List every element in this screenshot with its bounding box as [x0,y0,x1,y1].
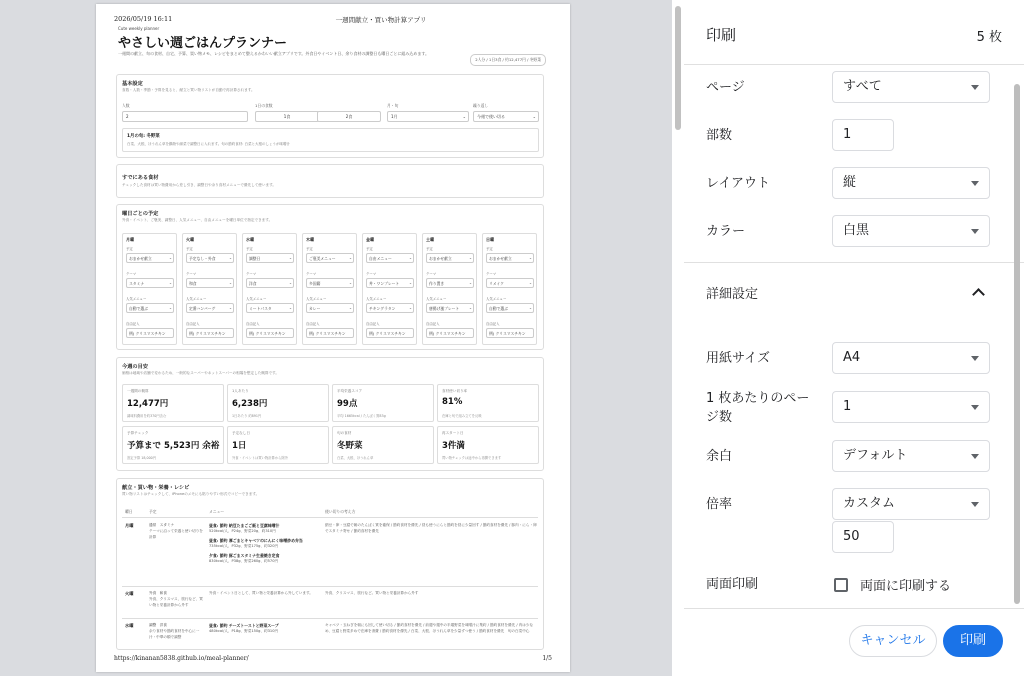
menu-info: 735kcal/人、P32g、野菜175g、約320円 [209,544,279,548]
chevron-down-icon: ⌄ [532,114,536,119]
day-free-select [486,328,534,338]
row-plan-note: 外食、クリスマス、旅行など、買い物と栄養計算から外す [149,597,203,607]
chevron-down-icon: ⌄ [468,306,472,310]
day-plan-select [126,253,174,263]
chevron-down-icon: ⌄ [168,306,172,310]
goals-title: 今週の目安 [122,364,148,370]
menu-info: 520kcal/人、P24g、野菜20g、約310円 [209,529,276,533]
day-popular-value: 自動で選ぶ [489,306,508,311]
stat-value: 81% [442,397,463,407]
stat-card [227,384,329,422]
pages-per-sheet-label: 1 枚あたりのページ数 [706,391,810,425]
day-plan-select [366,253,414,263]
day-name: 水曜 [246,237,254,242]
day-free-value: 例) クリスマスチキン [429,331,466,336]
menu-info: 480kcal/人、P18g、野菜150g、約310円 [209,629,279,633]
stat-note: 白菜、大根、ほうれん草 [337,456,374,460]
day-column [482,233,537,345]
chevron-down-icon: ⌄ [348,306,352,310]
basic-settings-title: 基本設定 [122,81,143,87]
slot-label: 人気メニュー [306,297,327,301]
seasonal-title: 1月の旬: 冬野菜 [127,134,160,139]
day-plan-value: おまかせ献立 [429,256,452,261]
chevron-down-icon: ⌄ [528,256,532,260]
day-column [362,233,417,345]
list-desc: 買い物リストはチェックして、iPhoneのメモにも貼りやすい形式でコピーできます。 [122,492,260,496]
scale-select[interactable] [832,488,990,520]
slot-label: 自由記入 [486,322,500,326]
slot-label: 予定 [126,247,133,251]
repeat-select [473,111,539,122]
basic-settings-desc: 食数・人数・季節・予算を見ると、献立と買い物リストが自動で再計算されます。 [122,88,255,92]
day-plan-value: 調整日 [249,256,261,261]
stat-note: 調味料費用を約370円含む [127,414,167,418]
people-label: 人数 [122,103,130,108]
stat-note: 買い物チェックは途中から再開できます [442,456,502,460]
page-footer-number: 1/5 [542,655,552,662]
duplex-label: 両面印刷 [706,577,759,592]
advanced-divider [684,262,1024,263]
day-plan-value: 自由メニュー [369,256,392,261]
stat-value: 6,238円 [232,399,268,409]
day-plan-select [246,253,294,263]
caret-down-icon [971,502,979,507]
stat-value: 予算まで 5,523円 余裕 [127,441,220,451]
stat-card [437,384,539,422]
day-theme-value: 丼・ワンプレート [369,281,400,286]
print-button[interactable]: 印刷 [943,625,1003,657]
chevron-down-icon: ⌄ [468,281,472,285]
day-plan-value: おまかせ献立 [489,256,512,261]
day-free-select [366,328,414,338]
col-note: 使い切りの考え方 [325,509,356,514]
weekly-title: 曜日ごとの予定 [122,211,159,217]
stat-card [122,384,224,422]
pages-select-value: すべて [843,79,882,94]
day-theme-select [366,278,414,288]
basic-settings-card [116,74,544,158]
slot-label: 人気メニュー [246,297,267,301]
stat-note: 外食・イベントは買い物計算から除外 [232,456,289,460]
menu-info: 外食・イベント日として、買い物と栄養計算から外しています。 [209,591,313,595]
chevron-down-icon: ⌄ [408,281,412,285]
slot-label: 人気メニュー [186,297,207,301]
menu-name: 昼食: 節約 チーズトーストと野菜スープ [209,623,279,628]
day-plan-select [306,253,354,263]
day-plan-select [186,253,234,263]
color-select[interactable] [832,215,990,247]
chevron-down-icon: ⌄ [348,281,352,285]
day-free-select [186,328,234,338]
page-header-datetime: 2026/05/19 16:11 [114,15,173,23]
paper-size-label: 用紙サイズ [706,351,770,366]
slot-label: テーマ [126,272,137,276]
day-name: 日曜 [486,237,494,242]
meal-option-2: 2食 [317,111,381,122]
day-theme-select [126,278,174,288]
stat-note: 1日あたり 約891円 [232,414,262,418]
row-plan: 調整 洋食 [149,623,167,627]
day-free-value: 例) クリスマスチキン [369,331,406,336]
day-popular-value: カレー [309,306,321,311]
row-plan-note: テーマに沿って栄養と使い切りを計算 [149,529,203,539]
day-popular-value: ミートパスタ [249,306,272,311]
paper-size-value: A4 [843,350,861,365]
chevron-down-icon: ⌄ [348,256,352,260]
day-free-value: 例) クリスマスチキン [129,331,166,336]
day-free-value: 例) クリスマスチキン [249,331,286,336]
copies-input[interactable]: 1 [832,119,894,151]
day-free-value: 例) クリスマスチキン [189,331,226,336]
day-name: 火曜 [186,237,194,242]
caret-down-icon [971,405,979,410]
paper-size-select[interactable] [832,342,990,374]
day-plan-value: ご褒美メニュー [309,256,336,261]
preview-page [96,4,570,672]
weekly-desc: 外食・イベント、ご褒美、調整日、人気メニュー、自由メニューを曜日単位で指定できます。 [122,218,273,222]
day-popular-select [306,303,354,313]
cancel-button[interactable]: キャンセル [849,625,937,657]
page-footer-url: https://kinanan5838.github.io/meal-planner/ [114,655,249,662]
slot-label: 人気メニュー [126,297,147,301]
menu-name: 昼食: 節約 厚ごまとキャベツのにんにく味噌炒め弁当 [209,538,303,543]
caret-down-icon [971,454,979,459]
slot-label: 予定 [486,247,493,251]
app-title: やさしい週ごはんプランナー [118,36,288,51]
pages-per-sheet-value: 1 [843,399,852,414]
pantry-card [116,164,544,198]
day-name: 土曜 [426,237,434,242]
day-plan-select [426,253,474,263]
chevron-down-icon: ⌄ [528,281,532,285]
app-brand: Cute weekly planner [118,26,160,31]
pantry-title: すでにある食材 [122,175,159,181]
color-label: カラー [706,224,746,239]
day-plan-value: おまかせ献立 [129,256,152,261]
day-theme-select [246,278,294,288]
slot-label: 予定 [366,247,373,251]
meal-option-1: 1食 [255,111,319,122]
chevron-down-icon: ⌄ [228,256,232,260]
day-popular-value: 定番ハンバーグ [189,306,216,311]
layout-select-value: 縦 [843,175,857,190]
stat-card [227,426,329,464]
stat-label: 再スタート日 [442,431,464,435]
slot-label: テーマ [486,272,497,276]
chevron-down-icon: ⌄ [408,256,412,260]
day-free-select [246,328,294,338]
day-theme-select [306,278,354,288]
row-plan: 通常 スタミナ [149,523,175,527]
menu-name: 昼食: 節約 納豆たまごご飯と豆腐味噌汁 [209,523,280,528]
month-select-value: 1月 [391,114,398,119]
color-select-value: 白黒 [843,223,870,238]
scale-label: 倍率 [706,497,733,512]
chevron-down-icon: ⌄ [228,306,232,310]
day-theme-value: 和食 [189,281,197,286]
day-free-select [126,328,174,338]
chevron-down-icon: ⌄ [228,281,232,285]
day-plan-select [486,253,534,263]
day-theme-value: 多国籍 [309,281,321,286]
summary-pill: 2人分 / 1日3食 / 約12,477円 / 冬野菜 [470,54,546,66]
row-day: 火曜 [125,591,134,596]
layout-label: レイアウト [706,176,770,191]
slot-label: 人気メニュー [366,297,387,301]
margin-select[interactable] [832,440,990,472]
menu-name: 夕食: 節約 豚ごまスタミナ生姜焼き定食 [209,553,280,558]
day-popular-select [426,303,474,313]
day-free-select [306,328,354,338]
duplex-checkbox-label[interactable]: 両面に印刷する [860,579,952,594]
day-popular-value: 自動で選ぶ [129,306,148,311]
slot-label: テーマ [186,272,197,276]
header-divider [684,64,1024,65]
weekly-schedule-card [116,204,544,350]
day-theme-select [486,278,534,288]
slot-label: テーマ [426,272,437,276]
day-popular-select [186,303,234,313]
month-select [387,111,469,122]
month-label: 月・旬 [387,103,399,108]
footer-divider [684,608,1024,609]
day-theme-value: スタミナ [129,281,145,286]
sheet-count: 5 枚 [976,30,1002,45]
stat-note: 平均 1665kcal / たんぱく質83g [337,414,386,418]
seasonal-desc: 白菜、大根、ほうれん草を鍋物や副菜で調整日に入れます。旬の節約食材: 白菜と大根のしょうが味噌汁 [127,142,291,146]
duplex-checkbox[interactable] [834,578,848,592]
stat-card [122,426,224,464]
day-popular-select [486,303,534,313]
weekly-goals-card [116,357,544,471]
col-menu: メニュー [209,509,225,514]
stat-label: 平均栄養スコア [337,389,363,393]
caret-down-icon [971,181,979,186]
slot-label: 自由記入 [186,322,200,326]
stat-label: 予定なし日 [232,431,250,435]
day-free-value: 例) クリスマスチキン [489,331,526,336]
stat-label: 一週間の概算 [127,389,149,393]
day-popular-value: 唐揚げ風プレート [429,306,460,311]
col-plan: 予定 [149,509,157,514]
row-plan-note: 余り食材や節約食材を中心に一汁・中華の順で調整 [149,629,200,639]
panel-scrollbar[interactable] [1014,84,1020,604]
day-column [242,233,297,345]
print-settings-panel [684,0,1024,676]
chevron-down-icon: ⌄ [408,306,412,310]
day-name: 月曜 [126,237,134,242]
row-note: キャベツ・玉ねぎを朝にも回して使い切る / 節約食材を優先 / 前週や週中の半端野菜を味噌汁に集約 / 節約食材を優先 / 肉は少なめ、豆腐と野菜多めで在庫を消費 / 節約食材を優先 / 白菜、大根、ほうれん草を少量ずつ使う / 節約食材を優先 旬の白菜中心 [325,623,534,633]
margin-value: デフォルト [843,448,908,463]
slot-label: 予定 [246,247,253,251]
day-column [182,233,237,345]
stat-card [332,384,434,422]
preview-scrollbar[interactable] [672,0,684,676]
slot-label: 予定 [426,247,433,251]
stat-card [437,426,539,464]
scale-number-input[interactable]: 50 [832,521,894,553]
day-name: 木曜 [306,237,314,242]
chevron-down-icon: ⌄ [288,281,292,285]
repeat-label: 繰り返し [473,103,489,108]
chevron-down-icon: ⌄ [168,256,172,260]
slot-label: 人気メニュー [426,297,447,301]
stat-card [332,426,434,464]
chevron-down-icon: ⌄ [288,306,292,310]
stat-label: 1人あたり [232,389,249,393]
day-plan-value: 予定なし・外食 [189,256,216,261]
stat-label: 食材使い切り率 [442,389,468,393]
preview-scroll-thumb[interactable] [675,6,681,130]
slot-label: 自由記入 [426,322,440,326]
pantry-desc: チェックした食材は買い物費用から差し引き、調整日や余り食材メニューで優先して使います。 [122,183,276,187]
list-title: 献立・買い物・栄養・レシピ [122,485,190,491]
stat-note: 在庫と旬で組み立てを反映 [442,414,482,418]
col-day: 曜日 [125,509,133,514]
day-free-select [426,328,474,338]
goals-desc: 価格は地域や店舗で変わるため、一般的なスーパーやネットスーパーの相場を想定した概算です。 [122,371,279,375]
slot-label: テーマ [306,272,317,276]
day-free-value: 例) クリスマスチキン [309,331,346,336]
day-popular-select [246,303,294,313]
page-header-title: 一週間献立・買い物計算アプリ [335,16,427,24]
pages-label: ページ [706,80,745,95]
day-popular-select [366,303,414,313]
slot-label: テーマ [246,272,257,276]
menu-list-card [116,478,544,650]
caret-down-icon [971,356,979,361]
row-note: 納豆・卵・豆腐で朝のたんぱく質を確保 / 節約食材を優先 / 昼も使うにらと節約を昼に少量回す / 節約食材を優先 / 豚肉・にら・卵でスタミナ寄せ / 節約食材を優先 [325,523,537,533]
slot-label: テーマ [366,272,377,276]
day-theme-value: リメイク [489,281,504,286]
day-theme-select [426,278,474,288]
repeat-select-value: 今週で使い切る [477,114,505,119]
chevron-down-icon: ⌄ [168,281,172,285]
row-divider [122,618,538,619]
meals-label: 1日の食数 [255,103,273,108]
app-intro: 一週間の献立、旬の食材、自宅、予算、買い物メモ、レシピをまとめて整えるかわいい献立アプリです。外食日やイベント日、余り食材の調整日も曜日ごとに組み込めます。 [118,51,430,56]
copies-label: 部数 [706,128,733,143]
scale-value: カスタム [843,496,896,511]
margin-label: 余白 [706,449,733,464]
stat-label: 旬の食材 [337,431,352,435]
day-column [122,233,177,345]
day-popular-value: チキングラタン [369,306,396,311]
day-column [422,233,477,345]
print-dialog-title: 印刷 [706,26,737,44]
row-day: 月曜 [125,523,134,528]
stat-value: 冬野菜 [337,441,363,451]
stat-value: 1日 [232,441,247,451]
layout-select[interactable] [832,167,990,199]
slot-label: 自由記入 [366,322,380,326]
slot-label: 予定 [306,247,313,251]
table-divider [122,517,538,518]
caret-down-icon [971,229,979,234]
day-name: 金曜 [366,237,374,242]
slot-label: 自由記入 [246,322,260,326]
advanced-settings-toggle[interactable]: 詳細設定 [706,287,759,302]
chevron-down-icon: ⌄ [462,114,466,119]
chevron-down-icon: ⌄ [528,306,532,310]
slot-label: 予定 [186,247,193,251]
menu-info: 830kcal/人、P38g、野菜260g、約570円 [209,559,279,563]
chevron-down-icon: ⌄ [288,256,292,260]
seasonal-box [122,128,539,152]
slot-label: 人気メニュー [486,297,507,301]
chevron-up-icon[interactable] [972,288,985,301]
stat-value: 99点 [337,399,358,409]
row-note: 外食、クリスマス、旅行など。買い物と栄養計算から外す [325,591,419,595]
day-theme-value: 作り置き [429,281,445,286]
slot-label: 自由記入 [126,322,140,326]
day-theme-select [186,278,234,288]
day-column [302,233,357,345]
pages-per-sheet-select[interactable] [832,391,990,423]
chevron-down-icon: ⌄ [468,256,472,260]
day-theme-value: 洋食 [249,281,257,286]
pages-select[interactable] [832,71,990,103]
row-day: 水曜 [125,623,134,628]
row-divider [122,586,538,587]
stat-note: 設定予算 18,000円 [127,456,157,460]
caret-down-icon [971,85,979,90]
row-plan: 外食 和食 [149,591,167,595]
people-input: 2 [122,111,248,122]
day-popular-select [126,303,174,313]
stat-label: 予算チェック [127,431,149,435]
stat-value: 3件満 [442,441,465,451]
slot-label: 自由記入 [306,322,320,326]
stat-value: 12,477円 [127,399,169,409]
